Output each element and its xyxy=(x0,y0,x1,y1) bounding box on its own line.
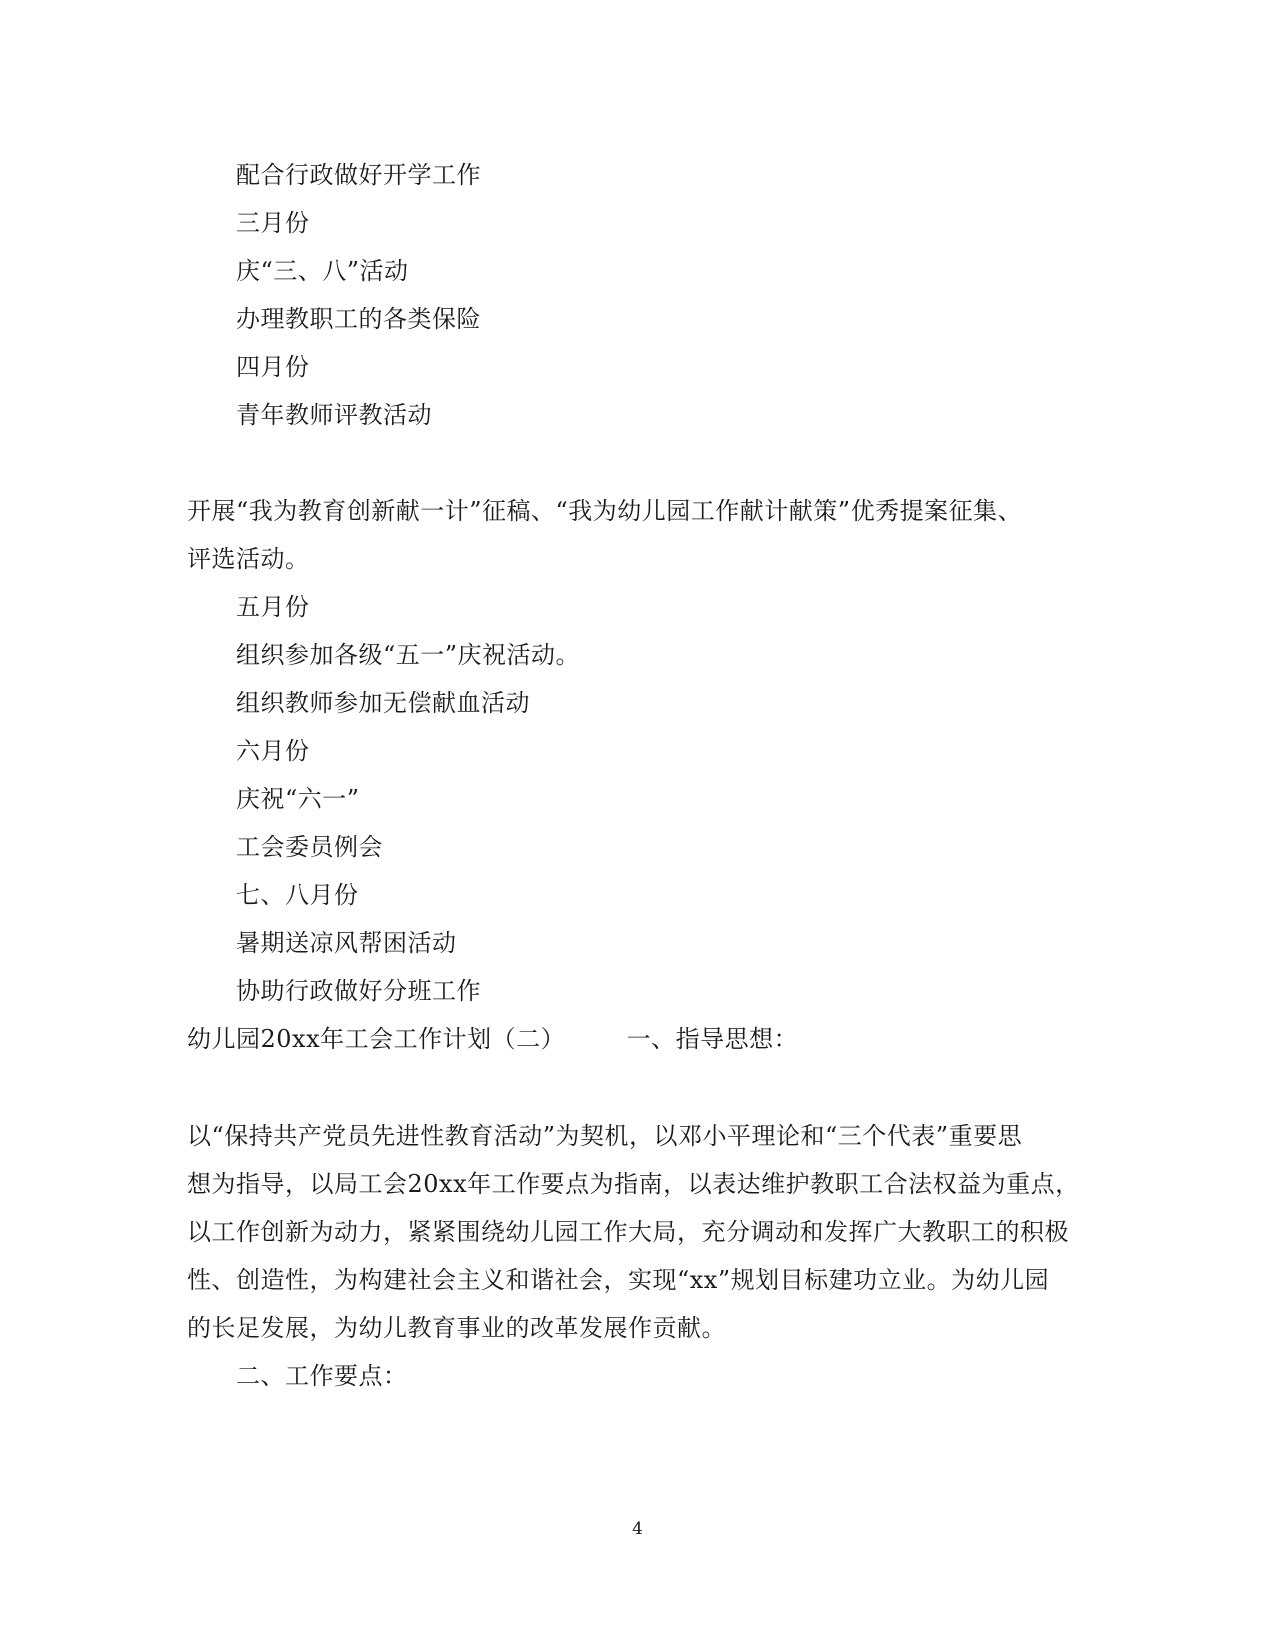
text-line: 五月份 xyxy=(236,593,310,621)
text-line: 评选活动。 xyxy=(187,545,310,573)
text-line: 性、创造性，为构建社会主义和谐社会，实现“xx”规划目标建功立业。为幼儿园 xyxy=(187,1266,1050,1294)
text-line: 庆祝“六一” xyxy=(236,785,360,813)
text-line: 想为指导，以局工会20xx年工作要点为指南，以表达维护教职工合法权益为重点， xyxy=(187,1170,1080,1198)
text-line: 以工作创新为动力，紧紧围绕幼儿园工作大局，充分调动和发挥广大教职工的积极 xyxy=(187,1218,1069,1246)
text-line: 组织教师参加无偿献血活动 xyxy=(236,689,530,717)
text-line: 七、八月份 xyxy=(236,881,359,909)
text-line: 开展“我为教育创新献一计”征稿、“我为幼儿园工作献计献策”优秀提案征集、 xyxy=(187,497,1023,525)
section-heading: 二、工作要点： xyxy=(236,1362,408,1390)
text-line: 办理教职工的各类保险 xyxy=(236,305,481,333)
text-line: 三月份 xyxy=(236,209,310,237)
text-line: 组织参加各级“五一”庆祝活动。 xyxy=(236,641,581,669)
text-line: 配合行政做好开学工作 xyxy=(236,161,481,189)
text-line: 六月份 xyxy=(236,737,310,765)
text-line: 以“保持共产党员先进性教育活动”为契机，以邓小平理论和“三个代表”重要思 xyxy=(187,1122,1023,1150)
text-line: 暑期送凉风帮困活动 xyxy=(236,929,457,957)
text-line: 协助行政做好分班工作 xyxy=(236,977,481,1005)
text-line: 四月份 xyxy=(236,353,310,381)
text-line: 庆“三、八”活动 xyxy=(236,257,409,285)
page-number: 4 xyxy=(632,1519,643,1539)
section-heading: 幼儿园20xx年工会工作计划（二） 一、指导思想： xyxy=(187,1025,799,1053)
text-line: 的长足发展，为幼儿教育事业的改革发展作贡献。 xyxy=(187,1314,726,1342)
text-line: 工会委员例会 xyxy=(236,833,383,861)
text-line: 青年教师评教活动 xyxy=(236,401,432,429)
